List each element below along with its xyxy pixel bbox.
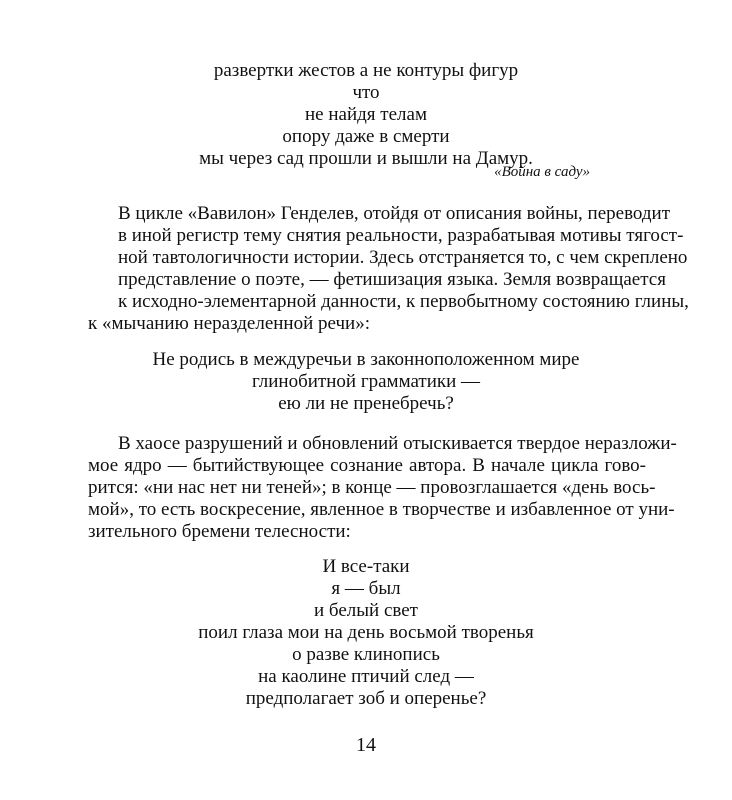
- paragraph-line: в иной регистр тему снятия реальности, разрабатывая мотивы тягост-: [118, 225, 684, 246]
- epigraph-attribution: «Война в саду»: [494, 164, 590, 180]
- quote-line: я — был: [331, 578, 401, 599]
- epigraph-line: опору даже в смерти: [282, 126, 450, 147]
- paragraph-line: ной тавтологичности истории. Здесь отстраняется то, с чем скреплено: [118, 247, 688, 268]
- quote-line: и белый свет: [314, 600, 418, 621]
- quote-line: И все-таки: [322, 556, 410, 577]
- paragraph-line: В хаосе разрушений и обновлений отыскивается твердое неразложи-: [118, 433, 677, 454]
- paragraph-line: представление о поэте, — фетишизация языка. Земля возвращается: [118, 269, 666, 290]
- quote-line: на каолине птичий след —: [258, 666, 474, 687]
- paragraph-line: зительного бремени телесности:: [88, 521, 351, 542]
- quote-line: глинобитной грамматики —: [251, 371, 481, 392]
- paragraph-line: мой», то есть воскресение, явленное в творчестве и избавленное от уни-: [88, 499, 675, 520]
- quote-line: ею ли не пренебречь?: [278, 393, 454, 414]
- epigraph-line: развертки жестов а не контуры фигур: [213, 60, 519, 81]
- paragraph-line: В цикле «Вавилон» Генделев, отойдя от описания войны, переводит: [118, 203, 671, 224]
- quote-line: предполагает зоб и оперенье?: [245, 688, 487, 709]
- paragraph-line: мое ядро — бытийствующее сознание автора. В начале цикла гово-: [88, 455, 646, 476]
- epigraph-line: что: [352, 82, 380, 103]
- quote-line: о разве клинопись: [292, 644, 440, 665]
- epigraph-line: мы через сад прошли и вышли на Дамур.: [199, 148, 533, 169]
- epigraph-line: не найдя телам: [305, 104, 427, 125]
- paragraph-line: рится: «ни нас нет ни теней»; в конце — провозглашается «день вось-: [88, 477, 656, 498]
- paragraph-line: к «мычанию неразделенной речи»:: [88, 313, 370, 334]
- page-number: 14: [356, 734, 376, 756]
- paragraph-line: к исходно-элементарной данности, к первобытному состоянию глины,: [118, 291, 689, 312]
- quote-line: поил глаза мои на день восьмой творенья: [198, 622, 534, 643]
- quote-line: Не родись в междуречьи в законноположенном мире: [152, 349, 580, 370]
